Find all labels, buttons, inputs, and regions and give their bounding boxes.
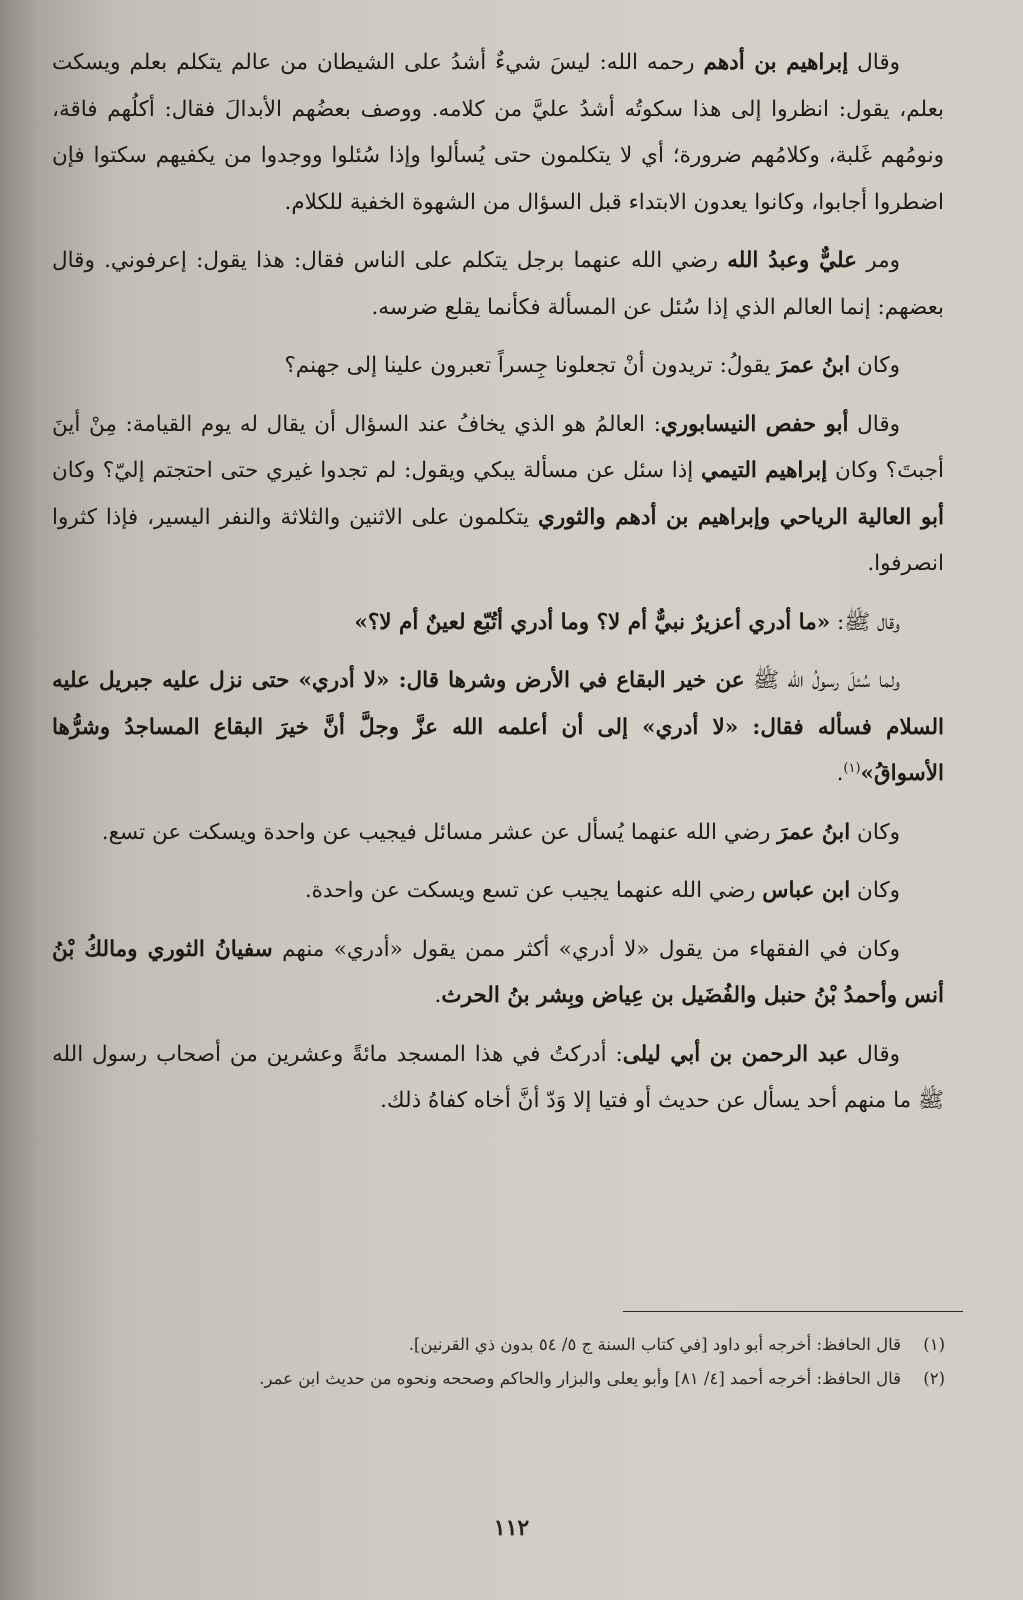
- paragraph: [52, 1032, 944, 1125]
- paragraph: [52, 658, 944, 798]
- bold-text: ابن عباس: [762, 878, 851, 903]
- text-run: رضي الله عنهما برجل يتكلم على الناس فقال: هذا يقول: إعرفوني. وقال بعضهم: إنما العالم الذي إذا سُئل عن المسألة فكأنما يقلع ضرسه.: [52, 248, 944, 320]
- bold-text: أبو العالية الرياحي وإبراهيم بن أدهم والثوري: [538, 504, 945, 530]
- text-run: يتكلمون على الاثنين والثلاثة والنفر اليسير، فإذا كثروا انصرفوا.: [52, 504, 944, 576]
- text-run: وكان: [850, 878, 900, 903]
- bold-text: «ما أدري أعزيرٌ نبيٌّ أم لا؟ وما أدري أتُبّع لعينٌ أم لا؟»: [354, 609, 831, 635]
- footnote-text: قال الحافظ: أخرجه أبو داود [في كتاب السنة ج ٥/ ٥٤ بدون ذي القرنين].: [408, 1335, 901, 1354]
- text-run: وكان: [850, 819, 900, 845]
- paragraph: [52, 868, 944, 915]
- bold-text: إبراهيم التيمي: [701, 458, 828, 483]
- paragraph: [52, 40, 944, 226]
- bold-text: أبو حفص النيسابوري: [660, 411, 849, 437]
- footnotes: [55, 1328, 945, 1396]
- text-run: رحمه الله: ليسَ شيءٌ أشدُ على الشيطان من عالم يتكلم بعلم ويسكت بعلم، يقول: انظروا إلى هذا سكوتُه أشدُ عليَّ من كلامه. ووصف بعضُهم الأبدالَ فقال: أكلُهم فاقة، ونومُهم غَلبة، وكلامُهم ضرورة؛ أي لا يتكلمون حتى يُسألوا وإذا سُئلوا ووجدوا من يكفيهم سكتوا فإن اضطروا أجابوا، وكانوا يعدون الابتداء قبل السؤال من الشهوة الخفية للكلام.: [52, 50, 944, 215]
- text-run: ومر: [857, 248, 900, 273]
- bold-text: إبراهيم بن أدهم: [703, 50, 849, 75]
- text-run: يقولُ: تريدون أنْ تجعلونا جِسراً تعبرون علينا إلى جهنم؟: [284, 353, 778, 378]
- footnote-number: (١): [923, 1335, 945, 1354]
- bold-text: ابنُ عمرَ: [777, 819, 851, 845]
- text-run: رضي الله عنهما يجيب عن تسع ويسكت عن واحدة.: [304, 878, 763, 903]
- main-text: [52, 40, 944, 1137]
- text-run: ولما سُئلَ رسولُ الله ﷺ: [744, 668, 900, 693]
- footnote: [55, 1362, 945, 1396]
- paragraph: [52, 927, 944, 1020]
- bold-text: ابنُ عمرَ: [777, 353, 851, 378]
- bold-text: عن خير البقاع في الأرض وشرها قال: «لا أدري» حتى نزل عليه جبريل عليه السلام فسأله فقال: «لا أدري» إلى أن أعلمه الله عزَّ وجلَّ أنَّ خيرَ البقاع المساجدُ وشرُّها الأسواقُ»: [52, 668, 944, 786]
- text-run: وقال: [848, 411, 900, 437]
- footnote-number: (٢): [923, 1369, 945, 1388]
- text-run: : العالمُ هو الذي يخافُ عند السؤال أن يقال له يوم القيامة: مِنْ أينَ أجبتَ؟ وكان: [52, 411, 945, 483]
- bold-text: عليٌّ وعبدُ الله: [727, 248, 857, 273]
- footnote-text: قال الحافظ: أخرجه أحمد [٤/ ٨١] وأبو يعلى والبزار والحاكم وصححه ونحوه من حديث ابن عمر.: [259, 1369, 901, 1388]
- text-run: إذا سئل عن مسألة يبكي ويقول: لم تجدوا غيري حتى احتجتم إليّ؟ وكان: [52, 458, 702, 483]
- footnote-ref: (١): [843, 760, 861, 776]
- text-run: وقال: [848, 1041, 900, 1067]
- paragraph: [52, 600, 944, 647]
- paragraph: [52, 810, 944, 857]
- paragraph: [52, 343, 944, 390]
- text-run: وكان في الفقهاء من يقول «لا أدري» أكثر ممن يقول «أدري» منهم: [272, 936, 900, 962]
- paragraph: [52, 238, 944, 331]
- page-number: ١١٢: [493, 1515, 530, 1541]
- text-run: : أدركتُ في هذا المسجد مائةً وعشرين من أصحاب رسول الله ﷺ ما منهم أحد يسأل عن حديث أو فتيا إلا وَدّ أنَّ أخاه كفاهُ ذلك.: [52, 1041, 944, 1113]
- text-run: وقال ﷺ:: [830, 609, 900, 635]
- text-run: .: [836, 761, 844, 786]
- text-run: وقال: [848, 50, 900, 75]
- paragraph: [52, 402, 944, 588]
- bold-text: عبد الرحمن بن أبي ليلى: [622, 1041, 849, 1067]
- text-run: .: [434, 983, 442, 1008]
- footnote-divider: [623, 1311, 963, 1312]
- text-run: رضي الله عنهما يُسأل عن عشر مسائل فيجيب عن واحدة ويسكت عن تسع.: [101, 819, 778, 845]
- text-run: وكان: [850, 353, 900, 378]
- bold-text: سفيانُ الثوري ومالكُ بْنُ أنس وأحمدُ بْنُ حنبل والفُضَيل بن عِياض وبِشر بنُ الحرث: [52, 936, 944, 1008]
- footnote: [55, 1328, 945, 1362]
